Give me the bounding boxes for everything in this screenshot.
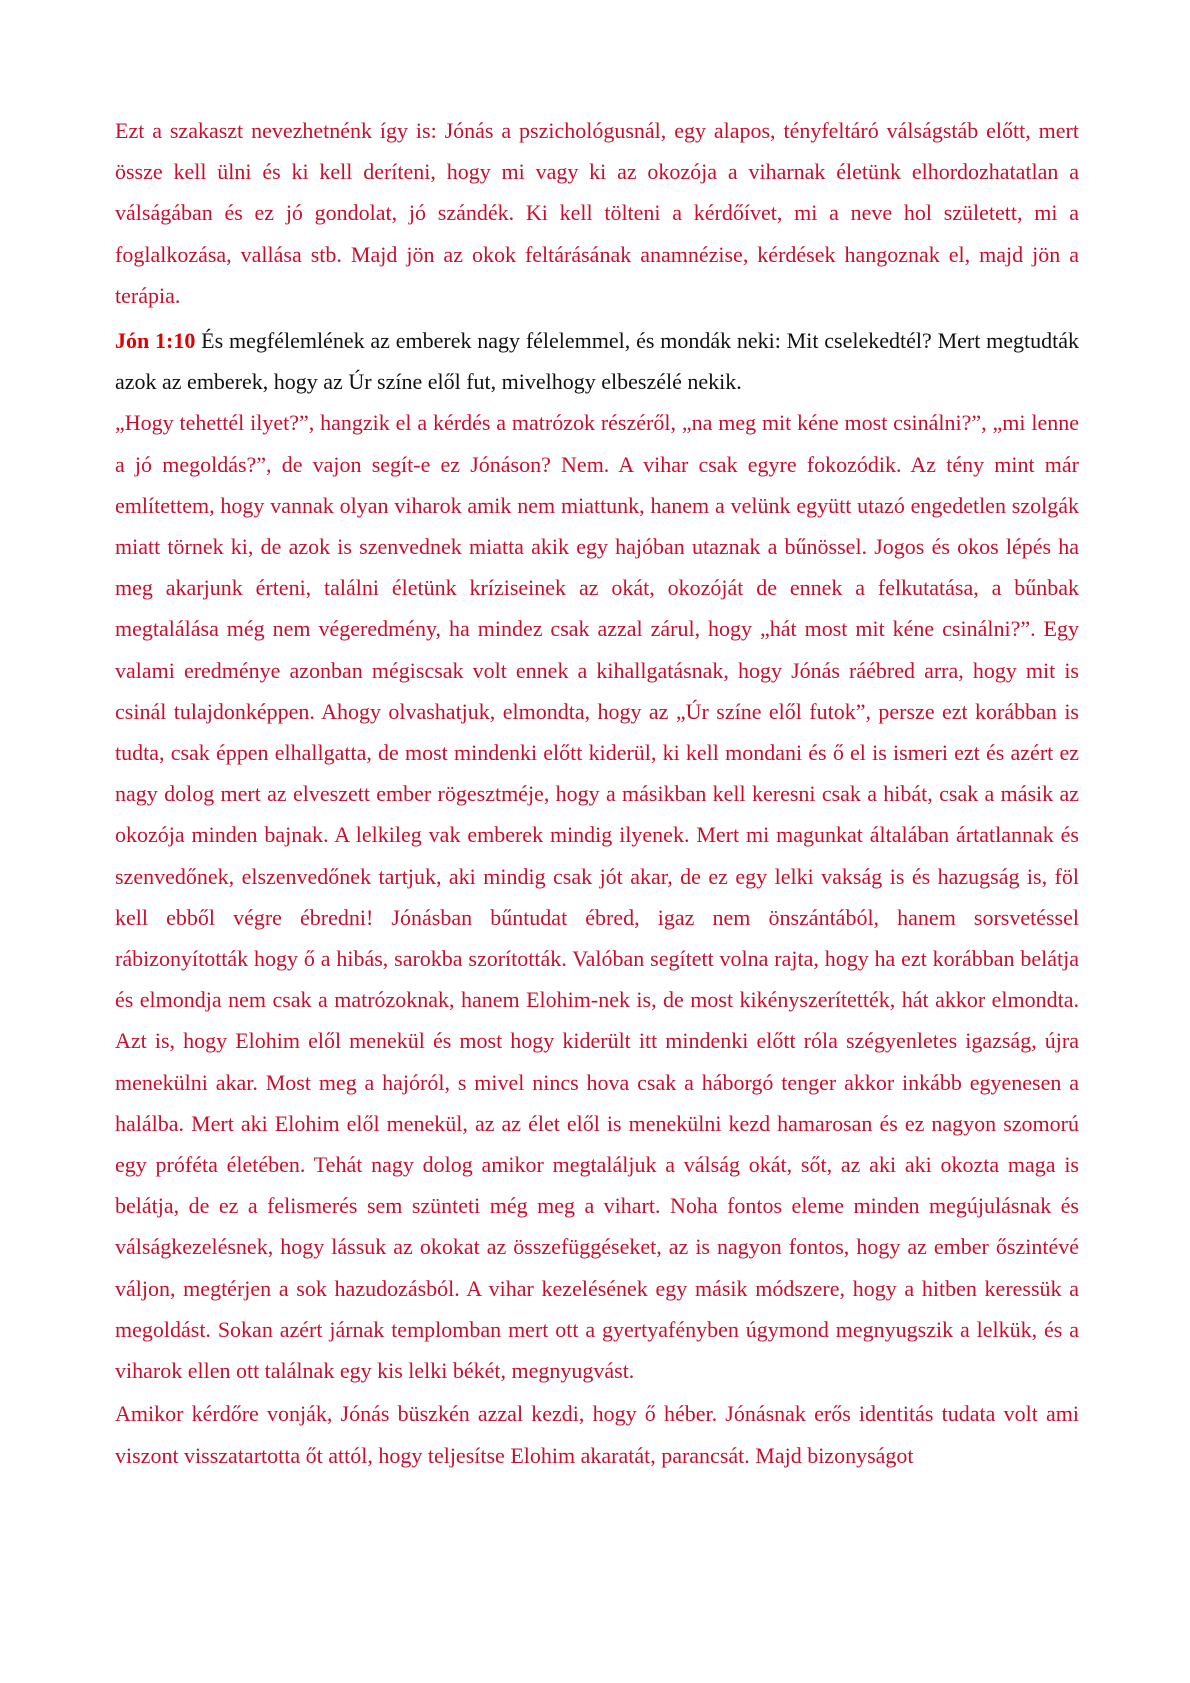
- document-body: [115, 110, 1079, 1476]
- intro-paragraph: Ezt a szakaszt nevezhetnénk így is: Jónás a pszichológusnál, egy alapos, tényfeltáró válságstáb előtt, mert össze kell ülni és ki kell deríteni, hogy mi vagy ki az okozója a viharnak életünk elhordozhatatlan a válságában és ez jó gondolat, jó szándék. Ki kell tölteni a kérdőívet, mi a neve hol született, mi a foglalkozása, vallása stb. Majd jön az okok feltárásának anamnézise, kérdések hangoznak el, majd jön a terápia.: [115, 118, 1079, 308]
- closing-paragraph: Amikor kérdőre vonják, Jónás büszkén azzal kezdi, hogy ő héber. Jónásnak erős identitás tudata volt ami viszont visszatartotta őt attól, hogy teljesítse Elohim akaratát, parancsát. Majd bizonyságot: [115, 1401, 1079, 1468]
- bible-verse: [115, 320, 1079, 402]
- commentary-paragraph: „Hogy tehettél ilyet?”, hangzik el a kérdés a matrózok részéről, „na meg mit kéne most csinálni?”, „mi lenne a jó megoldás?”, de vajon segít-e ez Jónáson? Nem. A vihar csak egyre fokozódik. Az tény mint már említettem, hogy vannak olyan viharok amik nem miattunk, hanem a velünk együtt utazó engedetlen szolgák miatt törnek ki, de azok is szenvednek miatta akik egy hajóban utaznak a bűnössel. Jogos és okos lépés ha meg akarjunk érteni, találni életünk kríziseinek az okát, okozóját de ennek a felkutatása, a bűnbak megtalálása még nem végeredmény, ha mindez csak azzal zárul, hogy „hát most mit kéne csinálni?”. Egy valami eredménye azonban mégiscsak volt ennek a kihallgatásnak, hogy Jónás ráébred arra, hogy mit is csinál tulajdonképpen. Ahogy olvashatjuk, elmondta, hogy az „Úr színe elől futok”, persze ezt korábban is tudta, csak éppen elhallgatta, de most mindenki előtt kiderül, ki kell mondani és ő el is ismeri ezt és azért ez nagy dolog mert az elveszett ember rögesztméje, hogy a másikban kell keresni csak a hibát, csak a másik az okozója minden bajnak. A lelkileg vak emberek mindig ilyenek. Mert mi magunkat általában ártatlannak és szenvedőnek, elszenvedőnek tartjuk, aki mindig csak jót akar, de ez egy lelki vakság is és hazugság is, föl kell ebből végre ébredni! Jónásban bűntudat ébred, igaz nem önszántából, hanem sorsvetéssel rábizonyították hogy ő a hibás, sarokba szorították. Valóban segített volna rajta, hogy ha ezt korábban belátja és elmondja nem csak a matrózoknak, hanem Elohim-nek is, de most kikényszerítették, hát akkor elmondta. Azt is, hogy Elohim elől menekül és most hogy kiderült itt mindenki előtt róla szégyenletes igazság, újra menekülni akar. Most meg a hajóról, s mivel nincs hova csak a háborgó tenger akkor inkább egyenesen a halálba. Mert aki Elohim elől menekül, az az élet elől is menekülni kezd hamarosan és ez nagyon szomorú egy próféta életében. Tehát nagy dolog amikor megtaláljuk a válság okát, sőt, az aki aki okozta maga is belátja, de ez a felismerés sem szünteti még meg a vihart. Noha fontos eleme minden megújulásnak és válságkezelésnek, hogy lássuk az okokat az összefüggéseket, az is nagyon fontos, hogy az ember őszintévé váljon, megtérjen a sok hazudozásból. A vihar kezelésének egy másik módszere, hogy a hitben keressük a megoldást. Sokan azért járnak templomban mert ott a gyertyafényben úgymond megnyugszik a lelkük, és a viharok ellen ott találnak egy kis lelki békét, megnyugvást.: [115, 410, 1079, 1384]
- verse-text: És megfélemlének az emberek nagy félelemmel, és mondák neki: Mit cselekedtél? Mert megtudták azok az emberek, hogy az Úr színe elől fut, mivelhogy elbeszélé nekik.: [115, 328, 1080, 395]
- verse-reference: Jón 1:10: [115, 328, 196, 354]
